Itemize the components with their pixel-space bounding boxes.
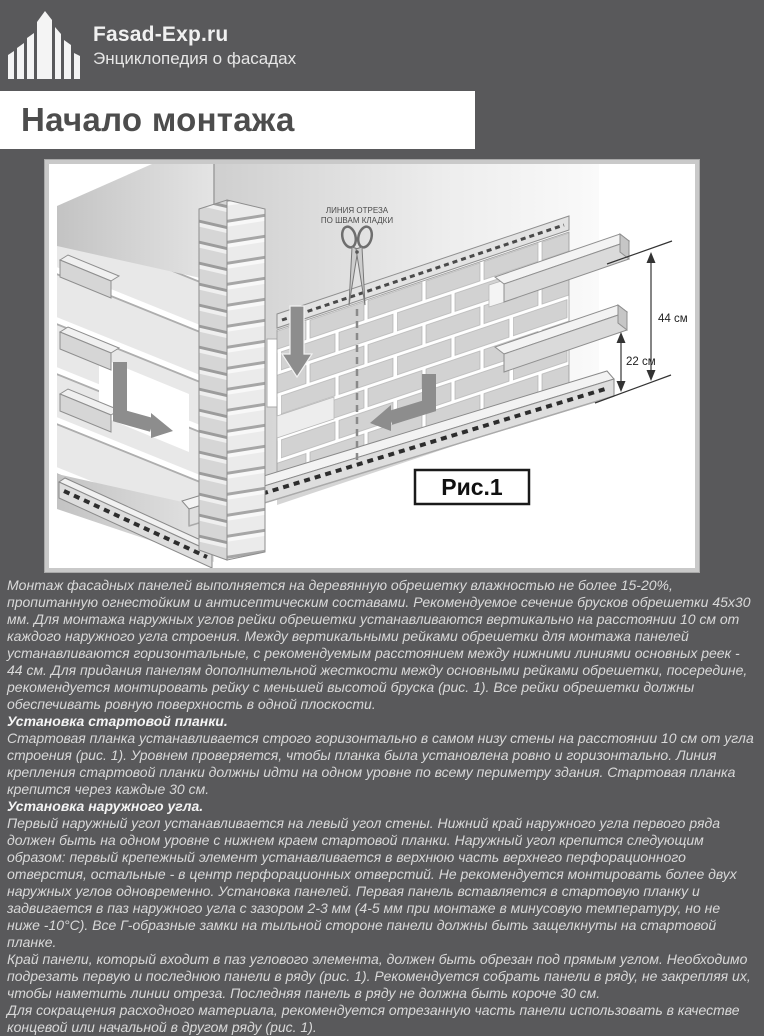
page-title: Начало монтажа	[21, 101, 295, 138]
cut-line-label-1: ЛИНИЯ ОТРЕЗА	[325, 206, 389, 215]
buildings-skyline-icon	[6, 7, 82, 85]
paragraph-starter-strip: Стартовая планка устанавливается строго горизонтально в самом низу стены на расстоянии 10 см от угла строения (рис. 1). Уровнем проверяется, чтобы планка была установлена ровно и горизонтально. Линия крепления стартовой планки должны идти на одном уровне по всему периметру здания. Стартовая планка крепится через каждые 30 см.	[7, 730, 754, 797]
site-logo[interactable]	[6, 7, 296, 85]
logo-title: Fasad-Exp.ru	[93, 22, 229, 46]
site-header	[0, 0, 764, 91]
figure-1-diagram	[49, 164, 695, 568]
paragraph-outside-corner: Первый наружный угол устанавливается на левый угол стены. Нижний край наружного угла первого ряда должен быть на одном уровне с нижнем краем стартовой планки. Наружный угол крепится следующим образом: первый крепежный элемент устанавливается в верхнюю часть верхнего перфорационного отверстия, остальные - в центр перфорационных отверстий. Не рекомендуется монтировать более двух наружных углов одновременно. Установка панелей. Первая панель вставляется в стартовую планку и задвигается в паз наружного угла с зазором 2-3 мм (4-5 мм при монтаже в минусовую температуру, но не ниже -10°С). Все Г-образные замки на тыльной стороне панели должны быть защелкнуты на стартовой планке.	[7, 815, 737, 950]
paragraph-material-saving: Для сокращения расходного материала, рекомендуется отрезанную часть панели использовать в качестве концевой или начальной в другом ряду (рис. 1).	[7, 1002, 740, 1035]
logo-text	[93, 23, 296, 69]
logo-subtitle: Энциклопедия о фасадах	[93, 48, 297, 68]
cut-line-label-2: ПО ШВАМ КЛАДКИ	[320, 216, 394, 225]
figure-panel	[45, 160, 699, 572]
corner-trim	[199, 200, 265, 560]
article-body	[0, 572, 764, 1036]
title-band	[0, 91, 475, 149]
heading-outside-corner: Установка наружного угла.	[7, 798, 204, 814]
paragraph-lathing: Монтаж фасадных панелей выполняется на деревянную обрешетку влажностью не более 15-20%, пропитанную огнестойким и антисептическим составами. Рекомендуемое сечение брусков обрешетки 45х30 мм. Для монтажа наружных углов рейки обрешетки устанавливаются вертикально на расстоянии 10 см от каждого наружного угла строения. Между вертикальными рейками обрешетки для монтажа панелей устанавливаются горизонтальные, с рекомендуемым расстоянием между нижними линиями основных реек - 44 см. Для придания панелям дополнительной жесткости между основными рейками обрешетки, посередине, рекомендуется монтировать рейку с меньшей высотой бруска (рис. 1). Все рейки обрешетки должны обеспечивать ровную поверхность в одной плоскости.	[7, 577, 751, 712]
dimension-44cm: 44 см	[658, 313, 688, 325]
paragraph-panel-edge: Край панели, который входит в паз углового элемента, должен быть обрезан под прямым углом. Необходимо подрезать первую и последнюю панели в ряду (рис. 1). Рекомендуется собрать панели в ряду, не закрепляя их, чтобы наметить линии отреза. Последняя панель в ряду не должна быть короче 30 см.	[7, 951, 751, 1001]
figure-caption-box	[415, 470, 529, 504]
heading-starter-strip: Установка стартовой планки.	[7, 713, 228, 729]
dimension-22cm: 22 см	[626, 356, 656, 368]
figure-caption: Рис.1	[441, 474, 503, 500]
